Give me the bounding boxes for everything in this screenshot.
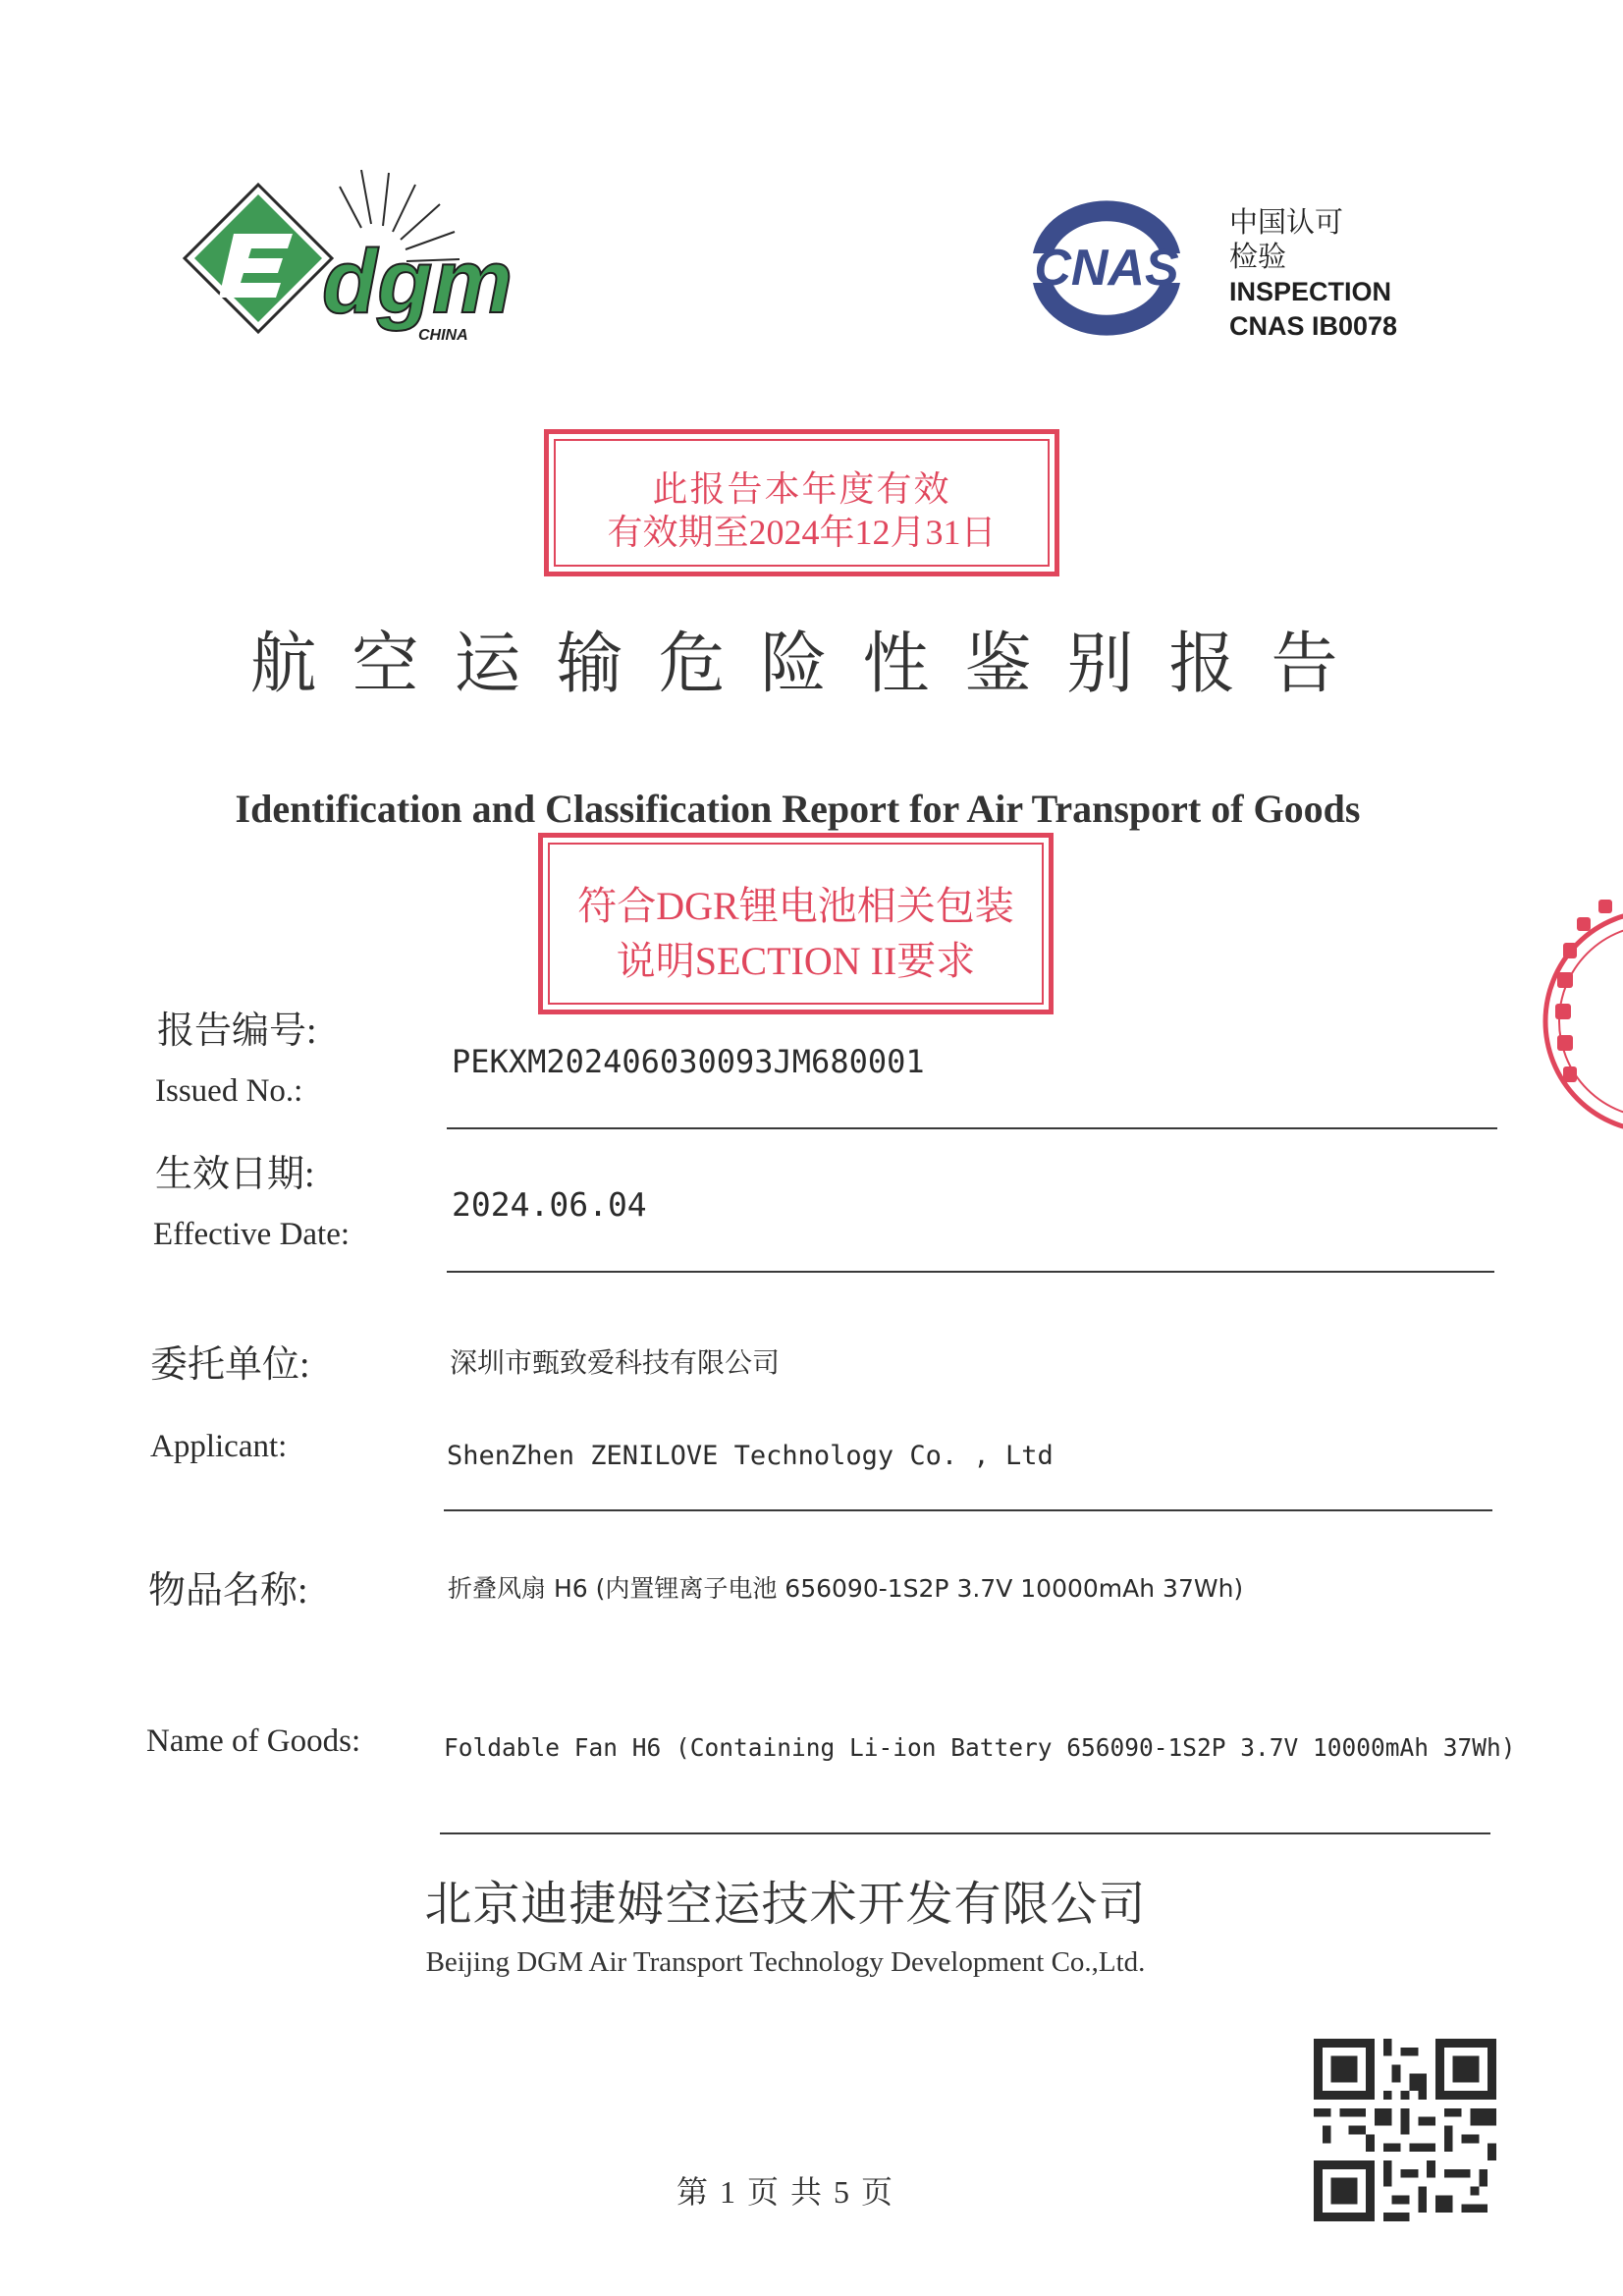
issued-no-value: PEKXM202406030093JM680001 [452,1043,925,1080]
cnas-line-4: CNAS IB0078 [1229,311,1398,341]
company-name-zh: 北京迪捷姆空运技术开发有限公司 [424,1877,1147,1932]
diamond-e-icon [185,185,332,332]
applicant-value-en: ShenZhen ZENILOVE Technology Co. , Ltd [447,1441,1054,1471]
cnas-logo [1013,192,1200,340]
issued-no-underline [447,1127,1497,1129]
effective-date-label-zh: 生效日期: [155,1154,315,1195]
effective-date-label-en: Effective Date: [153,1217,351,1252]
compliance-stamp [538,833,1054,1014]
dgm-logo-subtitle: CHINA [418,327,468,344]
cnas-line-2: 检验 [1229,242,1287,273]
validity-stamp-line-1: 此报告本年度有效 [652,469,951,509]
applicant-label-zh: 委托单位: [150,1344,310,1386]
compliance-stamp-line-1: 符合DGR锂电池相关包装 [577,884,1014,928]
dgm-logo [165,165,538,352]
cnas-line-1: 中国认可 [1229,207,1344,239]
issued-no-label-en: Issued No.: [155,1073,303,1109]
dgm-logo-text: dgm [322,232,514,332]
applicant-label-en: Applicant: [150,1429,288,1464]
company-name-en: Beijing DGM Air Transport Technology Development Co.,Ltd. [425,1946,1146,1978]
effective-date-value: 2024.06.04 [452,1185,647,1224]
applicant-value-zh: 深圳市甄致爱科技有限公司 [450,1346,781,1379]
cnas-line-3: INSPECTION [1229,277,1392,306]
compliance-stamp-line-2: 说明SECTION II要求 [616,939,976,983]
issued-no-label-zh: 报告编号: [157,1011,317,1052]
effective-date-underline [447,1271,1494,1273]
validity-stamp-line-2: 有效期至2024年12月31日 [607,513,997,552]
goods-value-en: Foldable Fan H6 (Containing Li-ion Battery 656090-1S2P 3.7V 10000mAh 37Wh) [444,1733,1516,1762]
page-number: 第 1 页 共 5 页 [676,2174,894,2210]
goods-label-zh: 物品名称: [148,1570,308,1612]
applicant-underline [444,1509,1492,1511]
validity-stamp [544,429,1059,576]
goods-value-zh: 折叠风扇 H6 (内置锂离子电池 656090-1S2P 3.7V 10000mAh 37Wh) [448,1574,1244,1603]
round-seal-icon [1528,874,1623,1169]
report-title-en: Identification and Classification Report for Air Transport of Goods [235,787,1361,831]
cnas-logo-text: CNAS [1034,240,1179,297]
cnas-accreditation-text [1229,206,1397,344]
goods-underline [440,1832,1490,1834]
goods-label-en: Name of Goods: [146,1723,361,1759]
report-title-zh: 航空运输危险性鉴别报告 [249,627,1374,701]
